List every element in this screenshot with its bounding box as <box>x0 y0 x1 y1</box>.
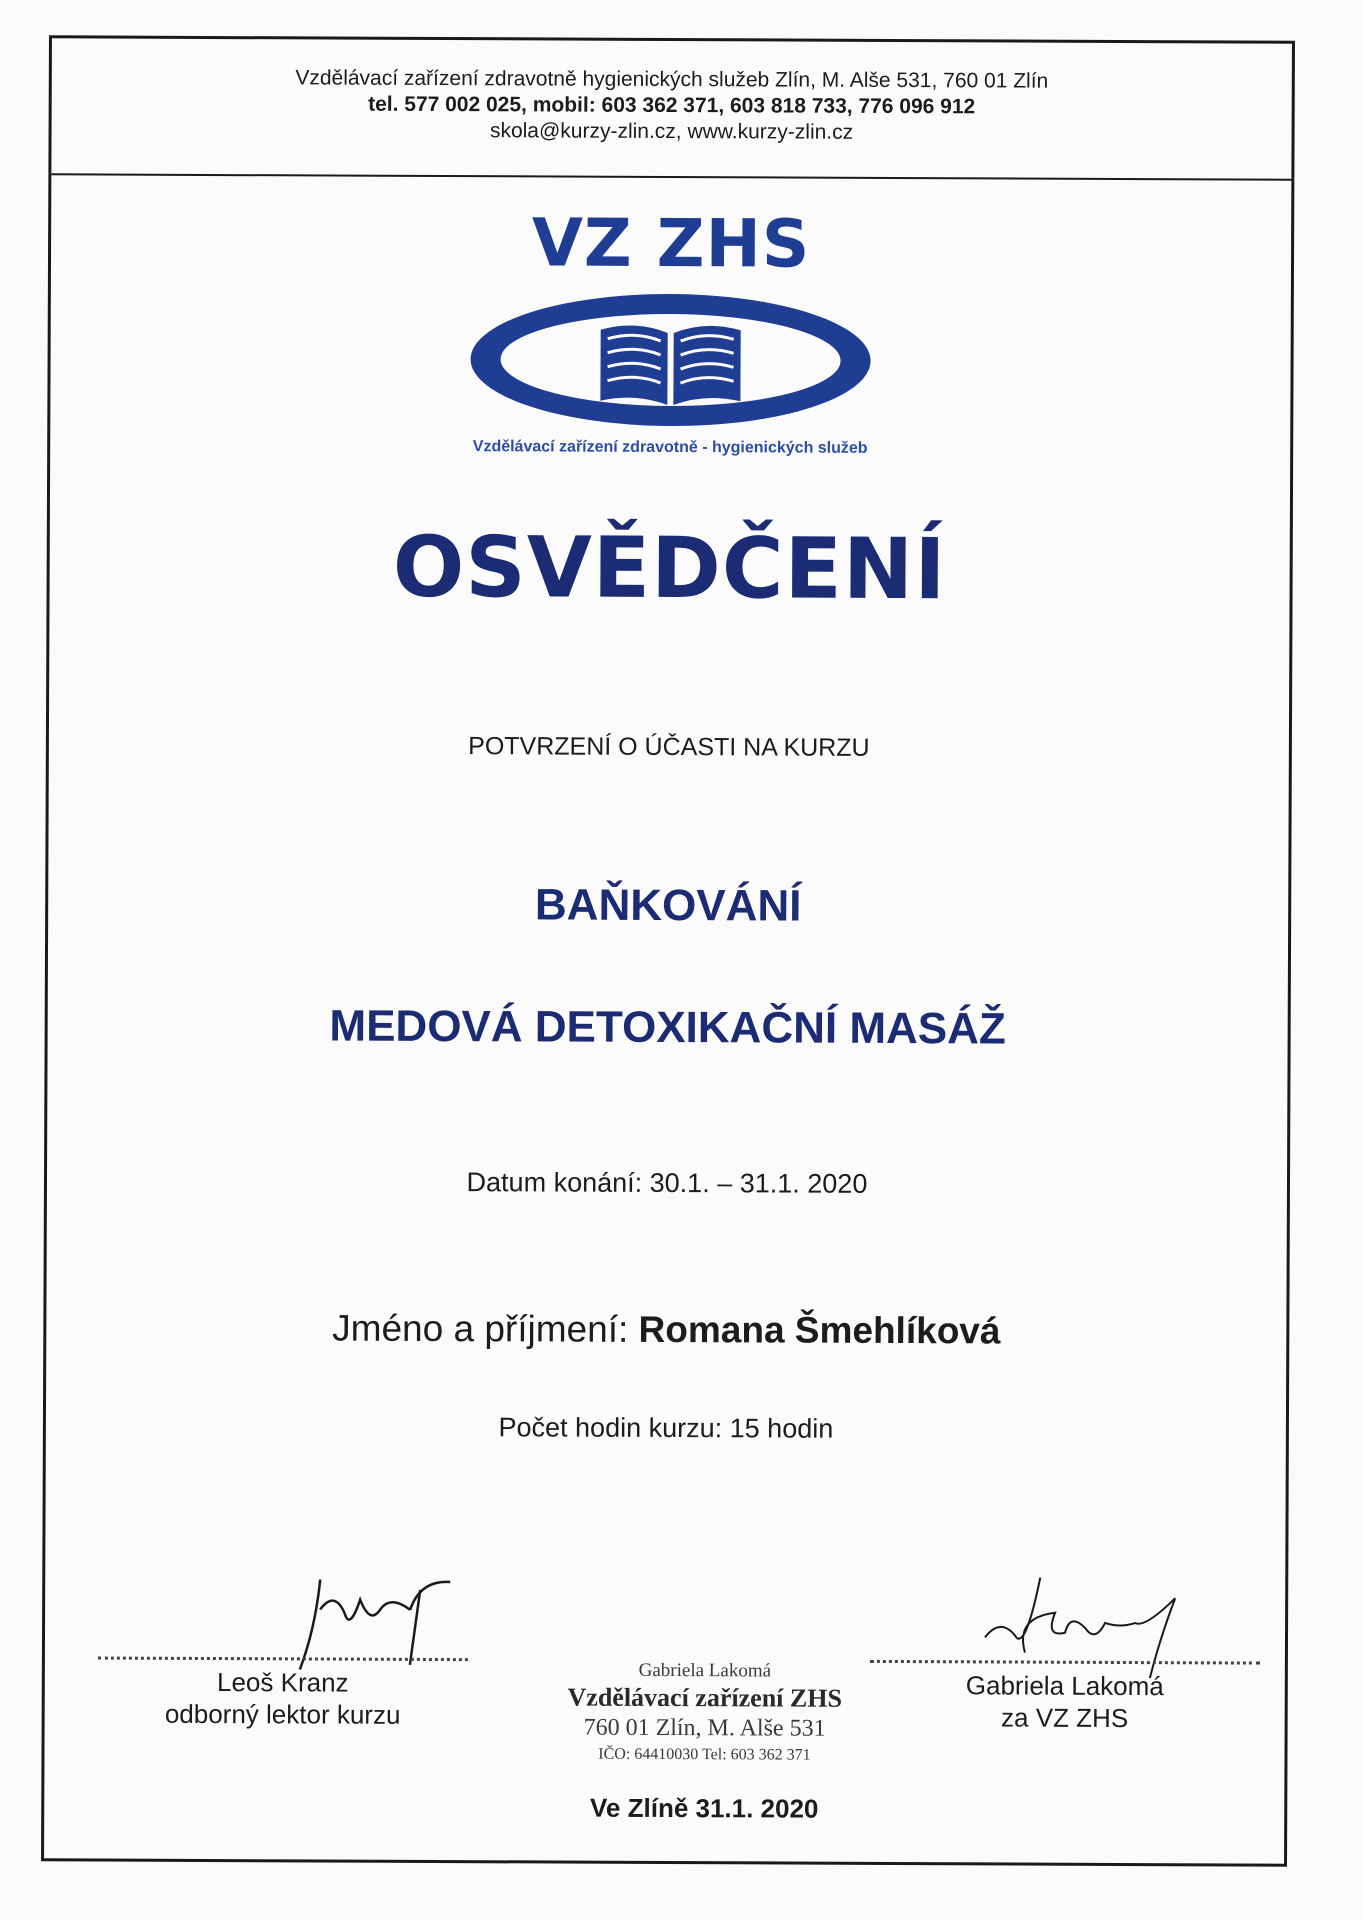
stamp-ids: IČO: 64410030 Tel: 603 362 371 <box>598 1745 811 1764</box>
header-phones: tel. 577 002 025, mobil: 603 362 371, 603 818 733, 776 096 912 <box>368 92 976 119</box>
date-value: 30.1. – 31.1. 2020 <box>649 1167 868 1199</box>
director-name: Gabriela Lakomá <box>965 1670 1164 1702</box>
stamp-person: Gabriela Lakomá <box>638 1659 772 1682</box>
course-hours <box>46 1410 1286 1446</box>
hours-label: Počet hodin kurzu: <box>498 1412 723 1444</box>
name-label: Jméno a příjmení: <box>332 1307 629 1350</box>
hours-value: 15 hodin <box>729 1413 834 1444</box>
course-date <box>47 1165 1287 1201</box>
stamp-address: 760 01 Zlín, M. Alše 531 <box>583 1714 826 1742</box>
course-name-line2: MEDOVÁ DETOXIKAČNÍ MASÁŽ <box>329 1001 1006 1054</box>
logo-title: VZ ZHS <box>531 204 811 283</box>
stamp-institution: Vzdělávací zařízení ZHS <box>567 1682 843 1713</box>
header-contact <box>52 64 1292 147</box>
certificate-frame <box>41 35 1295 1866</box>
institution-stamp <box>534 1658 874 1767</box>
logo-subtitle: Vzdělávací zařízení zdravotně - hygienických služeb <box>472 438 868 457</box>
signature-line <box>870 1660 1260 1665</box>
director-signature-block <box>865 1660 1265 1735</box>
participant-name <box>46 1306 1286 1353</box>
logo <box>50 206 1291 459</box>
date-label: Datum konání: <box>466 1167 643 1198</box>
course-name-line1: BAŇKOVÁNÍ <box>534 880 802 931</box>
header-email-web: skola@kurzy-zlin.cz, www.kurzy-zlin.cz <box>489 119 854 144</box>
certificate-title: OSVĚDČENÍ <box>392 517 947 619</box>
certificate-subtitle: POTVRZENÍ O ÚČASTI NA KURZU <box>468 732 870 762</box>
lecturer-name: Leoš Kranz <box>216 1667 349 1698</box>
header-address: Vzdělávací zařízení zdravotně hygienických služeb Zlín, M. Alše 531, 760 01 Zlín <box>295 66 1049 93</box>
place-and-date: Ve Zlíně 31.1. 2020 <box>589 1792 819 1824</box>
lecturer-signature-block <box>93 1656 473 1731</box>
name-value: Romana Šmehlíková <box>638 1308 1001 1352</box>
lecturer-role: odborný lektor kurzu <box>164 1698 401 1730</box>
header-divider <box>51 173 1291 180</box>
director-role: za VZ ZHS <box>1001 1702 1129 1734</box>
open-book-icon <box>460 284 881 436</box>
signature-line <box>98 1657 468 1662</box>
